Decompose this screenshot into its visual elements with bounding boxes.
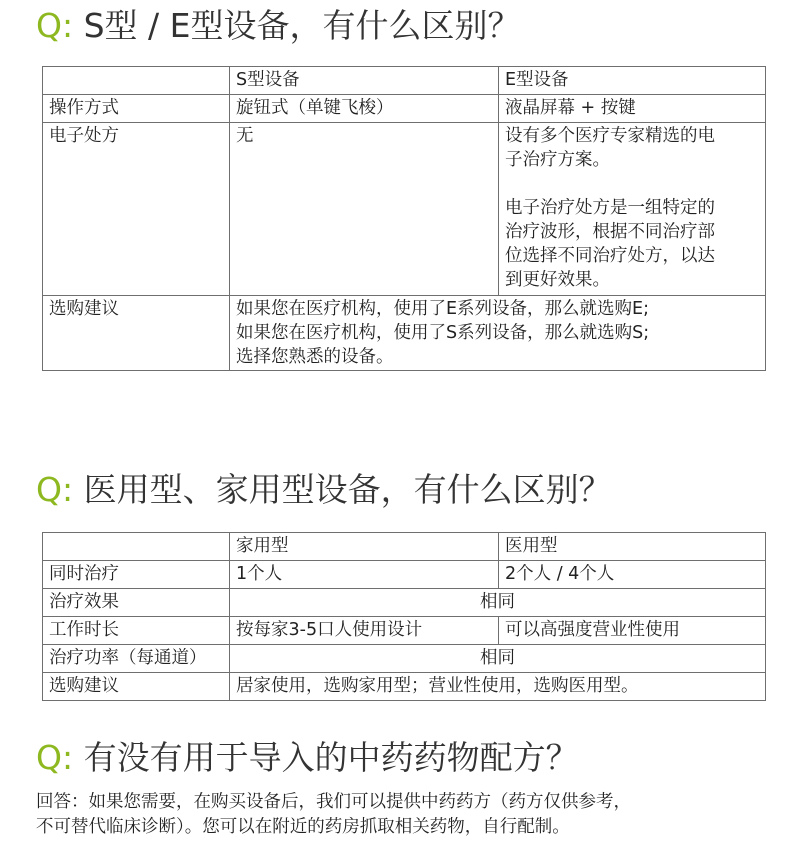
cell-line: 到更好效果。 xyxy=(505,270,610,290)
cell-line: 治疗波形，根据不同治疗部 xyxy=(505,222,715,242)
question-text: 有没有用于导入的中药药物配方？ xyxy=(73,738,579,777)
table-row xyxy=(43,561,766,589)
header-cell-empty xyxy=(43,533,230,561)
table-row xyxy=(43,296,766,371)
table-header-row xyxy=(43,533,766,561)
row-label: 工作时长 xyxy=(43,617,230,645)
table-row xyxy=(43,673,766,701)
cell-line: 选择您熟悉的设备。 xyxy=(236,347,394,367)
table-row xyxy=(43,95,766,123)
row-label: 治疗功率（每通道） xyxy=(43,645,230,673)
cell-line: 位选择不同治疗处方，以达 xyxy=(505,246,715,266)
header-cell-e: E型设备 xyxy=(499,67,766,95)
cell-home: 1个人 xyxy=(230,561,499,589)
cell-merged: 相同 xyxy=(230,645,766,673)
cell-s: 无 xyxy=(230,123,499,296)
cell-line: 设有多个医疗专家精选的电 xyxy=(505,126,715,146)
row-label: 选购建议 xyxy=(43,296,230,371)
question-title-device-type xyxy=(36,4,520,48)
row-label: 电子处方 xyxy=(43,123,230,296)
cell-medical: 可以高强度营业性使用 xyxy=(499,617,766,645)
q-mark: Q: xyxy=(36,738,74,777)
cell-line: 电子治疗处方是一组特定的 xyxy=(505,198,715,218)
table-row xyxy=(43,123,766,296)
table-row xyxy=(43,645,766,673)
cell-home: 按每家3-5口人使用设计 xyxy=(230,617,499,645)
cell-line: 子治疗方案。 xyxy=(505,150,610,170)
question-title-medical-home xyxy=(36,468,612,512)
question-text: 医用型、家用型设备，有什么区别？ xyxy=(73,470,612,509)
table-header-row xyxy=(43,67,766,95)
cell-s: 旋钮式（单键飞梭） xyxy=(230,95,499,123)
header-cell-medical: 医用型 xyxy=(499,533,766,561)
table-row xyxy=(43,589,766,617)
row-label: 选购建议 xyxy=(43,673,230,701)
header-cell-empty xyxy=(43,67,230,95)
cell-medical: 2个人 / 4个人 xyxy=(499,561,766,589)
cell-e-prescription xyxy=(499,123,766,296)
row-label: 治疗效果 xyxy=(43,589,230,617)
row-label: 操作方式 xyxy=(43,95,230,123)
cell-advice: 居家使用，选购家用型；营业性使用，选购医用型。 xyxy=(230,673,766,701)
question-title-herbal-formula xyxy=(36,736,579,780)
cell-e: 液晶屏幕 + 按键 xyxy=(499,95,766,123)
row-label: 同时治疗 xyxy=(43,561,230,589)
cell-merged: 相同 xyxy=(230,589,766,617)
cell-line: 如果您在医疗机构，使用了E系列设备，那么就选购E; xyxy=(236,299,650,319)
comparison-table-home-medical xyxy=(42,532,766,701)
answer-line: 不可替代临床诊断）。您可以在附近的药房抓取相关药物，自行配制。 xyxy=(36,817,570,837)
header-cell-home: 家用型 xyxy=(230,533,499,561)
q-mark: Q: xyxy=(36,470,74,509)
table-row xyxy=(43,617,766,645)
comparison-table-s-e xyxy=(42,66,766,371)
answer-line: 回答：如果您需要，在购买设备后，我们可以提供中药药方（药方仅供参考， xyxy=(36,792,631,812)
header-cell-s: S型设备 xyxy=(230,67,499,95)
cell-line: 如果您在医疗机构，使用了S系列设备，那么就选购S; xyxy=(236,323,650,343)
cell-advice xyxy=(230,296,766,371)
q-mark: Q: xyxy=(36,6,74,45)
question-text: S型 / E型设备，有什么区别？ xyxy=(73,6,521,45)
answer-text xyxy=(36,790,766,840)
